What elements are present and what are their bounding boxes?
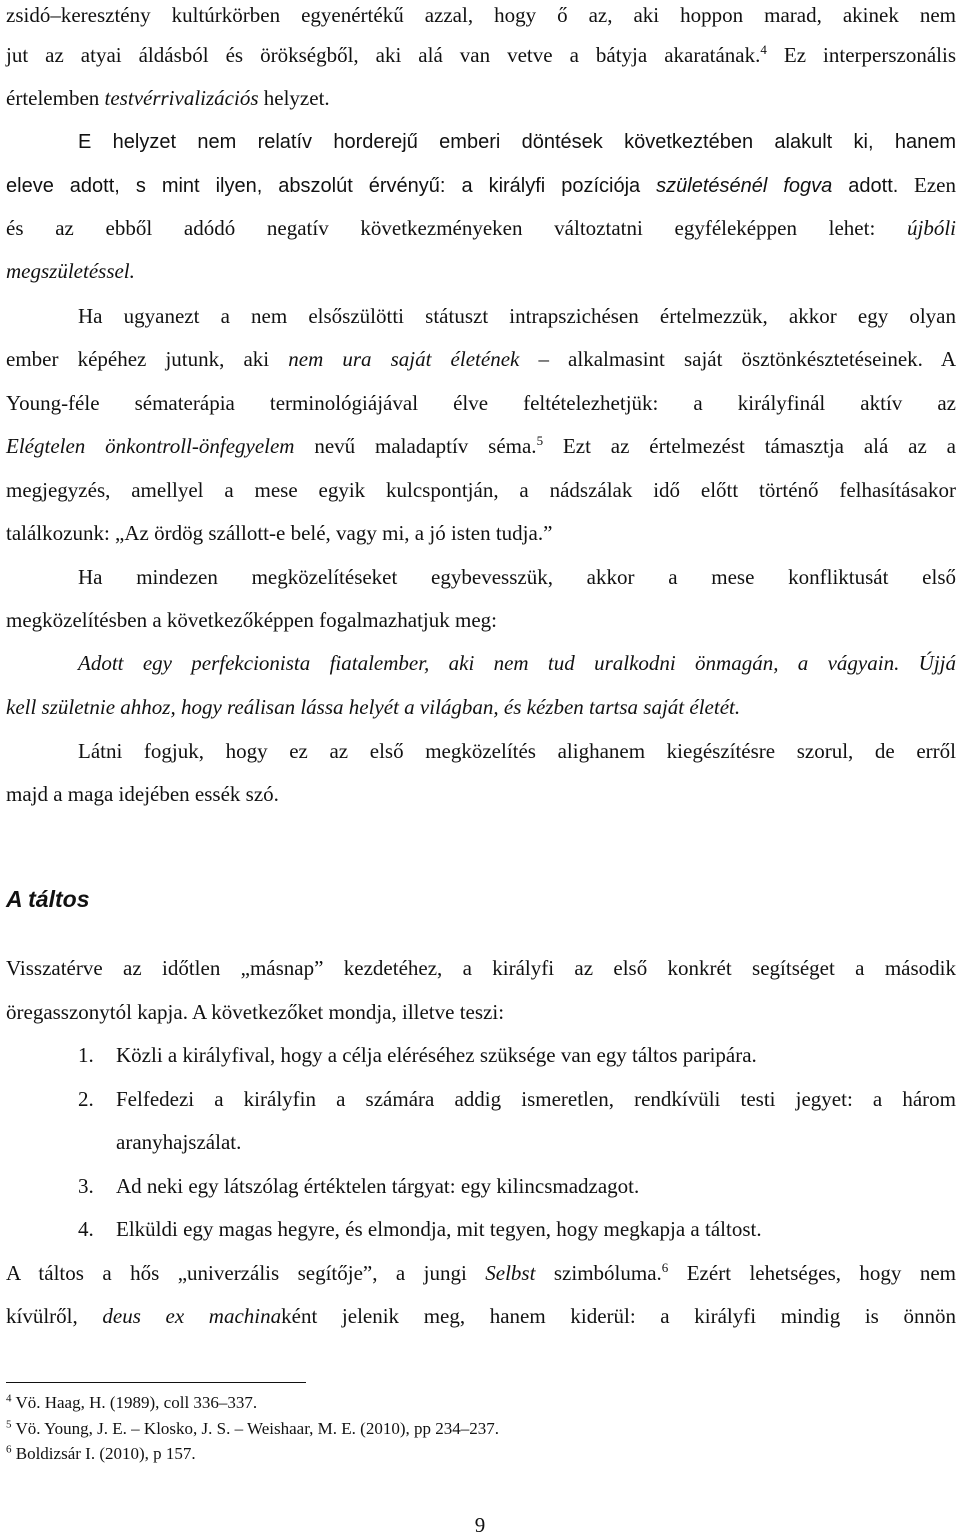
text-line: eleve adott, s mint ilyen, abszolút érvényű: a királyfi pozíciója születésénél fogva adott. Ezen <box>6 173 956 197</box>
text-line: értelemben testvérrivalizációs helyzet. <box>6 86 330 110</box>
text-line: kívülről, deus ex machinaként jelenik meg, hanem kiderül: a királyfi mindig is önnön <box>6 1304 956 1328</box>
text-line: Adott egy perfekcionista fiatalember, aki nem tud uralkodni önmagán, a vágyain. Újjá <box>78 651 956 675</box>
footnote: $^4$ Vö. Haag, H. (1989), coll 336–337. <box>6 1392 258 1412</box>
list-item: Felfedezi a királyfin a számára addig ismeretlen, rendkívüli testi jegyet: a három <box>116 1087 956 1111</box>
section-heading: A táltos <box>6 886 90 912</box>
list-number: 1. <box>78 1043 94 1067</box>
list-number: 4. <box>78 1217 94 1241</box>
text-line: ember képéhez jutunk, aki nem ura saját életének – alkalmasint saját ösztönkésztetéseinek. A <box>6 347 957 371</box>
text-line: Ha mindezen megközelítéseket egybevesszük, akkor a mese konfliktusát első <box>78 565 956 589</box>
text-line: megszületéssel. <box>6 259 135 283</box>
text-line: Visszatérve az időtlen „másnap” kezdetéhez, a királyfi az első konkrét segítséget a második <box>6 956 956 980</box>
text-line: öregasszonytól kapja. A következőket mondja, illetve teszi: <box>6 1000 505 1024</box>
text-line: megközelítésben a következőképpen fogalmazhatjuk meg: <box>6 608 497 632</box>
text-line: Elégtelen önkontroll-önfegyelem nevű maladaptív séma.$^5$ Ezt az értelmezést támasztja alá az a <box>6 433 956 458</box>
text-line: Young-féle sématerápia terminológiájával élve feltételezhetjük: a királyfinál aktív az <box>6 391 956 415</box>
text-line: megjegyzés, amellyel a mese egyik kulcspontján, a nádszálak idő előtt történő felhasításakor <box>6 478 956 502</box>
text-line: A táltos a hős „univerzális segítője”, a jungi Selbst szimbóluma.$^6$ Ezért lehetséges, hogy nem <box>6 1260 957 1285</box>
text-line: Ha ugyanezt a nem elsőszülötti státuszt intrapszichésen értelmezzük, akkor egy olyan <box>78 304 956 328</box>
text-line: zsidó–keresztény kultúrkörben egyenértékű azzal, hogy ő az, aki hoppon marad, akinek nem <box>6 3 956 27</box>
text-line: találkozunk: „Az ördög szállott-e belé, vagy mi, a jó isten tudja.” <box>6 521 553 545</box>
list-item: Elküldi egy magas hegyre, és elmondja, mit tegyen, hogy megkapja a táltost. <box>116 1217 762 1241</box>
text-line: majd a maga idejében essék szó. <box>6 782 279 806</box>
footnote-ref[interactable]: 6 <box>661 1260 669 1275</box>
text-line: E helyzet nem relatív horderejű emberi döntések következtében alakult ki, hanem <box>78 131 956 153</box>
list-number: 2. <box>78 1087 94 1111</box>
footnote-ref[interactable]: 5 <box>536 433 544 448</box>
footnote-separator <box>6 1382 306 1383</box>
page-number: 9 <box>474 1513 486 1537</box>
text-line: jut az atyai áldásból és örökségből, aki alá van vetve a bátyja akaratának.$^4$ Ez interperszonális <box>6 42 956 67</box>
footnote: $^5$ Vö. Young, J. E. – Klosko, J. S. – Weishaar, M. E. (2010), pp 234–237. <box>6 1418 500 1438</box>
footnote: $^6$ Boldizsár I. (2010), p 157. <box>6 1443 196 1463</box>
list-item: Ad neki egy látszólag értéktelen tárgyat: egy kilincsmadzagot. <box>116 1174 640 1198</box>
text-line: Látni fogjuk, hogy ez az első megközelítés alighanem kiegészítésre szorul, de erről <box>78 739 956 763</box>
footnote-ref[interactable]: 4 <box>760 42 767 57</box>
list-number: 3. <box>78 1174 94 1198</box>
list-item: Közli a királyfival, hogy a célja eléréséhez szüksége van egy táltos paripára. <box>116 1043 757 1067</box>
text-line: és az ebből adódó negatív következményeken változtatni egyféleképpen lehet: újbóli <box>6 216 956 240</box>
text-line: kell születnie ahhoz, hogy reálisan lássa helyét a világban, és kézben tartsa saját életét. <box>6 695 741 719</box>
list-item-continuation: aranyhajszálat. <box>116 1130 242 1154</box>
